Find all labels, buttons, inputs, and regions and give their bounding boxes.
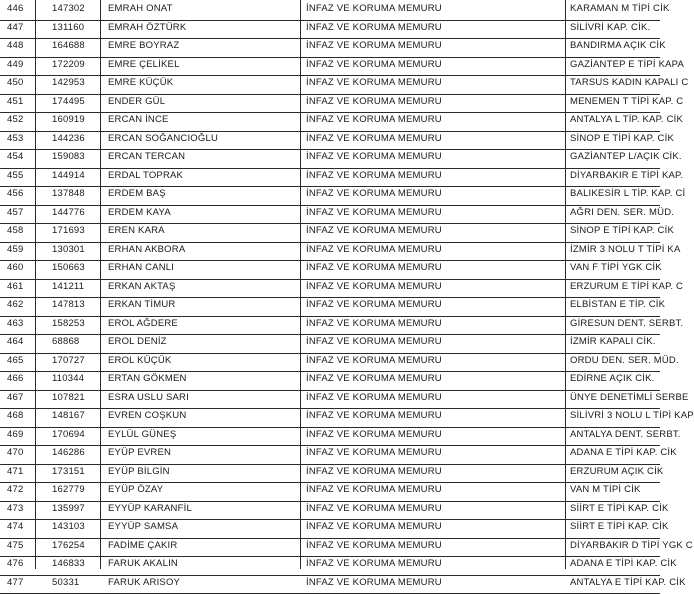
table-row <box>0 1 660 21</box>
row-number-cell: 471 <box>7 466 23 477</box>
job-title-cell: İNFAZ VE KORUMA MEMURU <box>306 521 442 532</box>
registry-id-cell: 50331 <box>52 577 79 588</box>
full-name-cell: ERHAN AKBORA <box>108 244 185 255</box>
table-row <box>0 94 660 114</box>
row-number-cell: 460 <box>7 262 23 273</box>
assigned-institution-cell: ELBİSTAN E TİP. CİK <box>570 299 665 310</box>
job-title-cell: İNFAZ VE KORUMA MEMURU <box>306 336 442 347</box>
full-name-cell: ERTAN GÖKMEN <box>108 373 187 384</box>
row-number-cell: 475 <box>7 540 23 551</box>
registry-id-cell: 141211 <box>52 281 84 292</box>
registry-id-cell: 110344 <box>52 373 84 384</box>
job-title-cell: İNFAZ VE KORUMA MEMURU <box>306 318 442 329</box>
full-name-cell: ERKAN TİMUR <box>108 299 175 310</box>
registry-id-cell: 68868 <box>52 336 79 347</box>
registry-id-cell: 170694 <box>52 429 85 440</box>
full-name-cell: EROL DENİZ <box>108 336 167 347</box>
assigned-institution-cell: KARAMAN M TİPİ CİK <box>570 3 670 14</box>
row-number-cell: 470 <box>7 447 23 458</box>
registry-id-cell: 171693 <box>52 225 85 236</box>
row-number-cell: 476 <box>7 558 23 569</box>
registry-id-cell: 146833 <box>52 558 85 569</box>
full-name-cell: EYÜP ÖZAY <box>108 484 163 495</box>
registry-id-cell: 162779 <box>52 484 85 495</box>
table-row <box>0 427 660 447</box>
job-title-cell: İNFAZ VE KORUMA MEMURU <box>306 244 442 255</box>
table-row <box>0 538 660 558</box>
job-title-cell: İNFAZ VE KORUMA MEMURU <box>306 503 442 514</box>
registry-id-cell: 173151 <box>52 466 85 477</box>
table-row <box>0 556 660 576</box>
assigned-institution-cell: SİLİVRİ KAP. CİK. <box>570 22 650 33</box>
assigned-institution-cell: ORDU DEN. SER. MÜD. <box>570 355 679 366</box>
row-number-cell: 446 <box>7 3 23 14</box>
assigned-institution-cell: EDİRNE AÇIK CİK. <box>570 373 655 384</box>
registry-id-cell: 146286 <box>52 447 85 458</box>
job-title-cell: İNFAZ VE KORUMA MEMURU <box>306 114 442 125</box>
table-row <box>0 501 660 521</box>
job-title-cell: İNFAZ VE KORUMA MEMURU <box>306 77 442 88</box>
table-row <box>0 482 660 502</box>
table-row <box>0 131 660 151</box>
full-name-cell: ERCAN TERCAN <box>108 151 185 162</box>
full-name-cell: EYYÜP SAMSA <box>108 521 178 532</box>
registry-id-cell: 174495 <box>52 96 85 107</box>
full-name-cell: EYÜP BİLGİN <box>108 466 170 477</box>
full-name-cell: EMRE ÇELİKEL <box>108 59 180 70</box>
job-title-cell: İNFAZ VE KORUMA MEMURU <box>306 392 442 403</box>
job-title-cell: İNFAZ VE KORUMA MEMURU <box>306 207 442 218</box>
assigned-institution-cell: DİYARBAKIR D TİPİ YGK C <box>570 540 693 551</box>
registry-id-cell: 176254 <box>52 540 85 551</box>
full-name-cell: EYÜP EVREN <box>108 447 171 458</box>
table-row <box>0 75 660 95</box>
assigned-institution-cell: ADANA E TİPİ KAP. CİK <box>570 447 677 458</box>
job-title-cell: İNFAZ VE KORUMA MEMURU <box>306 96 442 107</box>
registry-id-cell: 147813 <box>52 299 85 310</box>
full-name-cell: EYYÜP KARANFİL <box>108 503 192 514</box>
row-number-cell: 449 <box>7 59 23 70</box>
full-name-cell: EMRAH ÖZTÜRK <box>108 22 186 33</box>
job-title-cell: İNFAZ VE KORUMA MEMURU <box>306 373 442 384</box>
row-number-cell: 465 <box>7 355 23 366</box>
row-number-cell: 468 <box>7 410 23 421</box>
assigned-institution-cell: VAN M TİPİ CİK <box>570 484 641 495</box>
assigned-institution-cell: ANTALYA DENT. SERBT. <box>570 429 681 440</box>
table-row <box>0 149 660 169</box>
table-row <box>0 186 660 206</box>
job-title-cell: İNFAZ VE KORUMA MEMURU <box>306 3 442 14</box>
assigned-institution-cell: SİİRT E TİPİ KAP. CİK <box>570 521 669 532</box>
row-number-cell: 447 <box>7 22 23 33</box>
registry-id-cell: 135997 <box>52 503 85 514</box>
table-row <box>0 390 660 410</box>
registry-id-cell: 142953 <box>52 77 85 88</box>
job-title-cell: İNFAZ VE KORUMA MEMURU <box>306 410 442 421</box>
job-title-cell: İNFAZ VE KORUMA MEMURU <box>306 40 442 51</box>
job-title-cell: İNFAZ VE KORUMA MEMURU <box>306 22 442 33</box>
registry-id-cell: 144776 <box>52 207 85 218</box>
row-number-cell: 473 <box>7 503 23 514</box>
table-row <box>0 334 660 354</box>
job-title-cell: İNFAZ VE KORUMA MEMURU <box>306 170 442 181</box>
row-number-cell: 464 <box>7 336 23 347</box>
full-name-cell: EVREN COŞKUN <box>108 410 186 421</box>
full-name-cell: EROL AĞDERE <box>108 318 178 329</box>
table-row <box>0 223 660 243</box>
full-name-cell: EREN KARA <box>108 225 165 236</box>
assigned-institution-cell: ÜNYE DENETİMLİ SERBE <box>570 392 689 403</box>
row-number-cell: 474 <box>7 521 23 532</box>
table-row <box>0 168 660 188</box>
table-row <box>0 279 660 299</box>
row-number-cell: 469 <box>7 429 23 440</box>
job-title-cell: İNFAZ VE KORUMA MEMURU <box>306 188 442 199</box>
full-name-cell: ERCAN İNCE <box>108 114 169 125</box>
row-number-cell: 461 <box>7 281 23 292</box>
registry-id-cell: 172209 <box>52 59 85 70</box>
row-number-cell: 452 <box>7 114 23 125</box>
table-row <box>0 353 660 373</box>
assigned-institution-cell: SİNOP E TİPİ KAP. CİK <box>570 133 674 144</box>
table-row <box>0 112 660 132</box>
job-title-cell: İNFAZ VE KORUMA MEMURU <box>306 577 442 588</box>
assigned-institution-cell: BALIKESİR L TİP. KAP. Cİ <box>570 188 685 199</box>
assigned-institution-cell: ERZURUM AÇIK CİK <box>570 466 663 477</box>
job-title-cell: İNFAZ VE KORUMA MEMURU <box>306 466 442 477</box>
table-row <box>0 519 660 539</box>
assigned-institution-cell: ADANA E TİPİ KAP. CİK <box>570 558 677 569</box>
registry-id-cell: 107821 <box>52 392 85 403</box>
assigned-institution-cell: TARSUS KADIN KAPALI C <box>570 77 688 88</box>
job-title-cell: İNFAZ VE KORUMA MEMURU <box>306 262 442 273</box>
assigned-institution-cell: ANTALYA E TİPİ KAP. CİK <box>570 577 686 588</box>
table-row <box>0 57 660 77</box>
row-number-cell: 453 <box>7 133 23 144</box>
full-name-cell: ERDEM BAŞ <box>108 188 166 199</box>
job-title-cell: İNFAZ VE KORUMA MEMURU <box>306 447 442 458</box>
table-row <box>0 38 660 58</box>
row-number-cell: 448 <box>7 40 23 51</box>
full-name-cell: EYLÜL GÜNEŞ <box>108 429 176 440</box>
full-name-cell: EMRE BOYRAZ <box>108 40 179 51</box>
row-number-cell: 472 <box>7 484 23 495</box>
row-number-cell: 466 <box>7 373 23 384</box>
registry-id-cell: 170727 <box>52 355 85 366</box>
row-number-cell: 477 <box>7 577 23 588</box>
full-name-cell: EROL KÜÇÜK <box>108 355 171 366</box>
table-row <box>0 205 660 225</box>
table-row <box>0 242 660 262</box>
registry-id-cell: 143103 <box>52 521 85 532</box>
assigned-institution-cell: GİRESUN DENT. SERBT. <box>570 318 683 329</box>
row-number-cell: 455 <box>7 170 23 181</box>
assigned-institution-cell: ERZURUM E TİPİ KAP. C <box>570 281 683 292</box>
row-number-cell: 458 <box>7 225 23 236</box>
registry-id-cell: 160919 <box>52 114 85 125</box>
full-name-cell: FARUK ARISOY <box>108 577 180 588</box>
job-title-cell: İNFAZ VE KORUMA MEMURU <box>306 225 442 236</box>
job-title-cell: İNFAZ VE KORUMA MEMURU <box>306 299 442 310</box>
job-title-cell: İNFAZ VE KORUMA MEMURU <box>306 355 442 366</box>
row-number-cell: 451 <box>7 96 23 107</box>
full-name-cell: ENDER GÜL <box>108 96 165 107</box>
full-name-cell: FADİME ÇAKIR <box>108 540 177 551</box>
row-number-cell: 462 <box>7 299 23 310</box>
row-number-cell: 463 <box>7 318 23 329</box>
job-title-cell: İNFAZ VE KORUMA MEMURU <box>306 540 442 551</box>
assigned-institution-cell: AĞRI DEN. SER. MÜD. <box>570 207 674 218</box>
table-row <box>0 464 660 484</box>
job-title-cell: İNFAZ VE KORUMA MEMURU <box>306 281 442 292</box>
job-title-cell: İNFAZ VE KORUMA MEMURU <box>306 558 442 569</box>
assigned-institution-cell: GAZİANTEP L/AÇIK CİK. <box>570 151 682 162</box>
assigned-institution-cell: MENEMEN T TİPİ KAP. C <box>570 96 683 107</box>
table-row <box>0 316 660 336</box>
full-name-cell: ERKAN AKTAŞ <box>108 281 176 292</box>
table-row <box>0 575 660 594</box>
full-name-cell: ESRA USLU SARI <box>108 392 189 403</box>
full-name-cell: EMRAH ONAT <box>108 3 173 14</box>
job-title-cell: İNFAZ VE KORUMA MEMURU <box>306 151 442 162</box>
table-row <box>0 260 660 280</box>
job-title-cell: İNFAZ VE KORUMA MEMURU <box>306 429 442 440</box>
registry-id-cell: 137848 <box>52 188 85 199</box>
table-row <box>0 297 660 317</box>
registry-id-cell: 147302 <box>52 3 85 14</box>
table-row <box>0 408 660 428</box>
assigned-institution-cell: SİİRT E TİPİ KAP. CİK <box>570 503 669 514</box>
assigned-institution-cell: SİLİVRİ 3 NOLU L TİPİ KAP <box>570 410 694 421</box>
assigned-institution-cell: BANDIRMA AÇIK CİK <box>570 40 666 51</box>
table-row <box>0 445 660 465</box>
assigned-institution-cell: GAZİANTEP E TİPİ KAPA <box>570 59 684 70</box>
assigned-institution-cell: İZMİR KAPALI CİK. <box>570 336 656 347</box>
registry-id-cell: 144914 <box>52 170 85 181</box>
row-number-cell: 454 <box>7 151 23 162</box>
full-name-cell: ERDAL TOPRAK <box>108 170 183 181</box>
assigned-institution-cell: DİYARBAKIR E TİPİ KAP. <box>570 170 683 181</box>
assigned-institution-cell: VAN F TİPİ YGK CİK <box>570 262 662 273</box>
registry-id-cell: 158253 <box>52 318 85 329</box>
full-name-cell: FARUK AKALIN <box>108 558 178 569</box>
table-row <box>0 20 660 40</box>
registry-id-cell: 164688 <box>52 40 85 51</box>
assigned-institution-cell: SİNOP E TİPİ KAP. CİK <box>570 225 674 236</box>
full-name-cell: ERDEM KAYA <box>108 207 171 218</box>
job-title-cell: İNFAZ VE KORUMA MEMURU <box>306 59 442 70</box>
row-number-cell: 450 <box>7 77 23 88</box>
job-title-cell: İNFAZ VE KORUMA MEMURU <box>306 133 442 144</box>
full-name-cell: ERHAN CANLI <box>108 262 174 273</box>
registry-id-cell: 148167 <box>52 410 85 421</box>
row-number-cell: 457 <box>7 207 23 218</box>
row-number-cell: 467 <box>7 392 23 403</box>
row-number-cell: 459 <box>7 244 23 255</box>
table-row <box>0 371 660 391</box>
full-name-cell: EMRE KÜÇÜK <box>108 77 173 88</box>
registry-id-cell: 130301 <box>52 244 85 255</box>
registry-id-cell: 144236 <box>52 133 85 144</box>
registry-id-cell: 131160 <box>52 22 84 33</box>
assigned-institution-cell: İZMİR 3 NOLU T TİPİ KA <box>570 244 681 255</box>
registry-id-cell: 150663 <box>52 262 85 273</box>
job-title-cell: İNFAZ VE KORUMA MEMURU <box>306 484 442 495</box>
assigned-institution-cell: ANTALYA L TİP. KAP. CİK <box>570 114 683 125</box>
full-name-cell: ERCAN SOĞANCIOĞLU <box>108 133 218 144</box>
row-number-cell: 456 <box>7 188 23 199</box>
registry-id-cell: 159083 <box>52 151 85 162</box>
